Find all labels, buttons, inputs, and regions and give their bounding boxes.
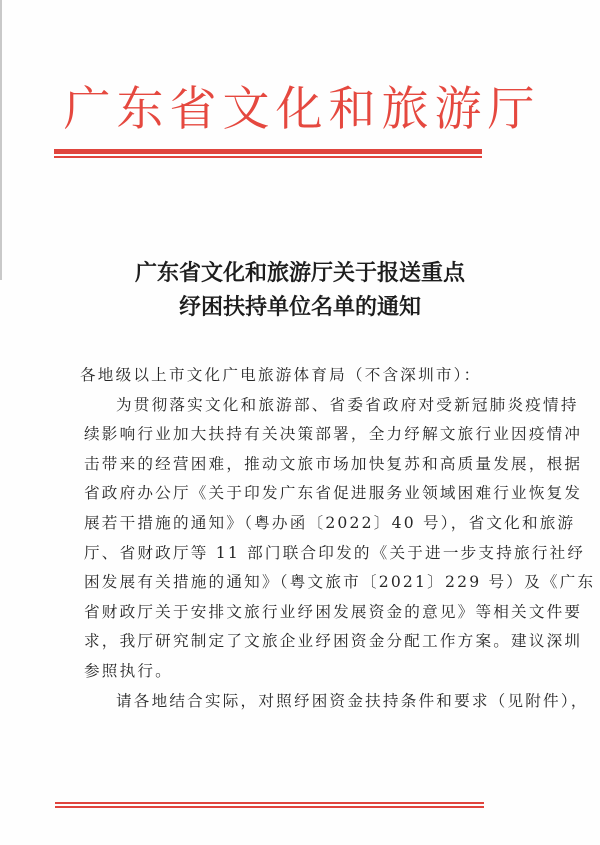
paragraph-line: 参照执行。 [84, 661, 173, 680]
paragraph-1 [84, 391, 596, 687]
paragraph-line: 省财政厅关于安排文旅行业纾困发展资金的意见》等相关文件要 [84, 602, 583, 621]
footer-rule-lower [55, 806, 484, 808]
document-title [100, 256, 500, 324]
paragraph-line: 求，我厅研究制定了文旅企业纾困资金分配工作方案。建议深圳 [84, 632, 583, 651]
paragraph-line: 续影响行业加大扶持有关决策部署，全力纾解文旅行业因疫情冲 [84, 425, 583, 444]
paragraph-2 [84, 687, 589, 717]
paragraph-line: 为贯彻落实文化和旅游部、省委省政府对受新冠肺炎疫情持 [116, 395, 579, 414]
document-title-line: 广东省文化和旅游厅关于报送重点 [134, 260, 465, 286]
letterhead-rule-thin [54, 156, 482, 158]
document-title-line: 纾困扶持单位名单的通知 [178, 294, 421, 320]
paragraph-line: 展若干措施的通知》（粤办函〔2022〕40 号），省文化和旅游 [84, 513, 576, 532]
salutation: 各地级以上市文化广电旅游体育局（不含深圳市）： [80, 366, 482, 384]
paragraph-line: 厅、省财政厅等 11 部门联合印发的《关于进一步支持旅行社纾 [84, 543, 586, 562]
footer-rule-upper [55, 802, 484, 804]
letterhead-rule-thick [54, 149, 482, 154]
paragraph-line: 击带来的经营困难，推动文旅市场加快复苏和高质量发展，根据 [84, 454, 583, 473]
scan-edge [0, 0, 2, 280]
letterhead-org-name: 广东省文化和旅游厅 [63, 82, 541, 137]
paragraph-line: 请各地结合实际，对照纾困资金扶持条件和要求（见附件）， [116, 691, 589, 710]
paragraph-line: 省政府办公厅《关于印发广东省促进服务业领域困难行业恢复发 [84, 484, 583, 503]
paragraph-line: 困发展有关措施的通知》（粤文旅市〔2021〕229 号）及《广东 [84, 573, 596, 592]
document-body [80, 361, 596, 716]
